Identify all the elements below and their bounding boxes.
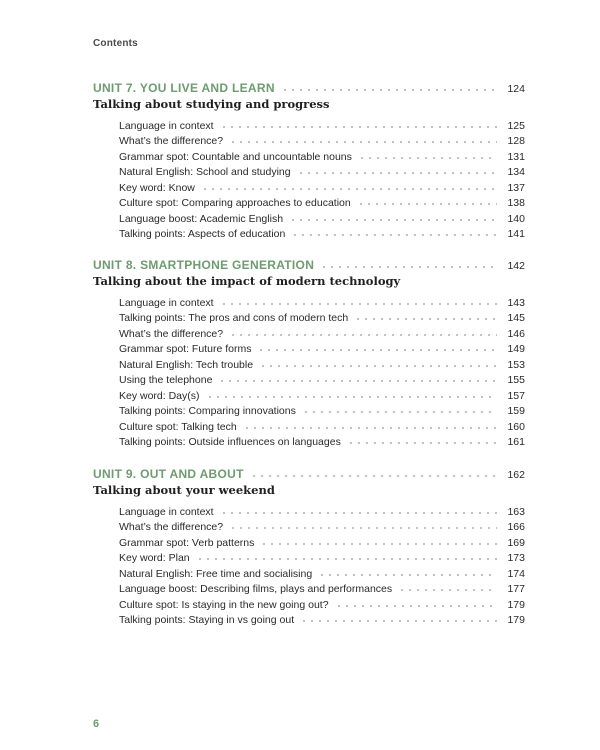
unit-page-number: 162 (507, 469, 525, 481)
entry-label: What’s the difference? (119, 521, 224, 533)
entry-label: Natural English: School and studying (119, 166, 291, 178)
entry-page: 169 (507, 536, 525, 549)
entry-page: 146 (507, 327, 525, 340)
dot-leader (300, 619, 497, 623)
dot-leader (201, 187, 497, 191)
toc-entry[interactable] (119, 293, 525, 309)
dot-leader (260, 542, 497, 546)
toc-item-list (93, 293, 525, 448)
toc-entry[interactable] (119, 163, 525, 179)
toc-entry[interactable] (119, 309, 525, 325)
entry-page: 131 (507, 150, 525, 163)
entry-page: 137 (507, 181, 525, 194)
entry-label: Natural English: Tech trouble (119, 358, 254, 371)
entry-page: 145 (507, 312, 525, 324)
page-number: 6 (93, 718, 100, 730)
entry-label: Culture spot: Is staying in the new going out? (119, 598, 329, 611)
dot-leader (218, 379, 497, 383)
toc-entry[interactable] (119, 194, 525, 210)
entry-label: What’s the difference? (119, 327, 224, 340)
dot-leader (289, 218, 497, 222)
unit-heading-row[interactable] (93, 463, 525, 481)
dot-leader (220, 511, 497, 515)
entry-page: 179 (507, 598, 525, 611)
dot-leader (302, 410, 497, 414)
toc-entry[interactable] (119, 549, 525, 565)
dot-leader (250, 474, 497, 478)
entry-page: 174 (507, 567, 525, 580)
entry-label: Key word: Know (119, 181, 195, 194)
toc-entry[interactable] (119, 402, 525, 418)
toc-entry[interactable] (119, 225, 525, 241)
unit-9-section (93, 463, 525, 626)
unit-title: UNIT 9. OUT AND ABOUT (93, 467, 244, 481)
unit-subtitle: Talking about the impact of modern technology (93, 274, 401, 288)
entry-label: Language in context (119, 296, 214, 309)
dot-leader (257, 348, 497, 352)
toc-item-list (93, 116, 525, 240)
entry-label: Language in context (119, 505, 214, 518)
unit-title: UNIT 7. YOU LIVE AND LEARN (93, 81, 275, 95)
dot-leader (229, 333, 497, 337)
entry-page: 177 (507, 583, 525, 595)
toc-entry[interactable] (119, 355, 525, 371)
dot-leader (229, 140, 497, 144)
unit-heading-row[interactable] (93, 77, 525, 95)
entry-label: Natural English: Free time and socialising (119, 567, 313, 580)
entry-label: Language boost: Academic English (119, 212, 284, 225)
entry-page: 125 (507, 119, 525, 132)
dot-leader (229, 526, 497, 530)
toc-entry[interactable] (119, 564, 525, 580)
entry-label: Key word: Plan (119, 552, 190, 564)
toc-entry[interactable] (119, 502, 525, 518)
toc-entry[interactable] (119, 132, 525, 148)
entry-page: 157 (507, 389, 525, 402)
toc-entry[interactable] (119, 371, 525, 387)
toc-entry[interactable] (119, 595, 525, 611)
running-header: Contents (93, 38, 138, 49)
dot-leader (398, 588, 497, 592)
entry-page: 166 (507, 521, 525, 533)
unit-page-number: 142 (507, 260, 525, 272)
unit-subtitle: Talking about studying and progress (93, 97, 330, 111)
entry-label: Culture spot: Talking tech (119, 420, 237, 433)
unit-title: UNIT 8. SMARTPHONE GENERATION (93, 258, 315, 272)
entry-page: 138 (507, 197, 525, 209)
toc-entry[interactable] (119, 433, 525, 449)
entry-page: 143 (507, 296, 525, 309)
dot-leader (357, 202, 497, 206)
entry-page: 128 (507, 135, 525, 147)
entry-label: What’s the difference? (119, 135, 224, 147)
dot-leader (291, 233, 497, 237)
entry-page: 155 (507, 374, 525, 386)
toc-entry[interactable] (119, 178, 525, 194)
toc-entry[interactable] (119, 116, 525, 132)
entry-page: 141 (507, 228, 525, 240)
entry-label: Language in context (119, 119, 214, 132)
unit-heading-row[interactable] (93, 254, 525, 272)
toc-item-list (93, 502, 525, 626)
entry-page: 159 (507, 405, 525, 417)
entry-page: 134 (507, 166, 525, 178)
unit-page-number: 124 (507, 83, 525, 95)
dot-leader (320, 265, 497, 269)
toc-entry[interactable] (119, 611, 525, 627)
dot-leader (220, 302, 497, 306)
entry-page: 161 (507, 436, 525, 448)
toc-entry[interactable] (119, 324, 525, 340)
toc-entry[interactable] (119, 417, 525, 433)
entry-label: Talking points: The pros and cons of modern tech (119, 312, 349, 324)
dot-leader (335, 604, 497, 608)
dot-leader (297, 171, 497, 175)
dot-leader (259, 364, 497, 368)
entry-page: 153 (507, 358, 525, 371)
entry-label: Grammar spot: Countable and uncountable nouns (119, 150, 352, 163)
entry-label: Grammar spot: Future forms (119, 343, 252, 355)
entry-label: Talking points: Aspects of education (119, 228, 286, 240)
toc-entry[interactable] (119, 209, 525, 225)
entry-page: 173 (507, 552, 525, 564)
entry-label: Using the telephone (119, 374, 213, 386)
unit-8-section (93, 254, 525, 448)
entry-page: 160 (507, 420, 525, 433)
dot-leader (281, 88, 497, 92)
entry-label: Talking points: Staying in vs going out (119, 614, 295, 626)
dot-leader (354, 317, 497, 321)
entry-page: 140 (507, 212, 525, 225)
entry-label: Key word: Day(s) (119, 389, 200, 402)
unit-7-section (93, 77, 525, 240)
entry-page: 163 (507, 505, 525, 518)
dot-leader (358, 156, 497, 160)
entry-label: Culture spot: Comparing approaches to education (119, 197, 351, 209)
entry-label: Grammar spot: Verb patterns (119, 536, 255, 549)
toc-entry[interactable] (119, 533, 525, 549)
entry-label: Talking points: Comparing innovations (119, 405, 296, 417)
toc-entry[interactable] (119, 340, 525, 356)
entry-page: 149 (507, 343, 525, 355)
entry-label: Language boost: Describing films, plays and performances (119, 583, 393, 595)
dot-leader (206, 395, 497, 399)
dot-leader (220, 125, 497, 129)
entry-label: Talking points: Outside influences on languages (119, 436, 341, 448)
dot-leader (318, 573, 497, 577)
dot-leader (196, 557, 497, 561)
toc-entry[interactable] (119, 580, 525, 596)
toc-entry[interactable] (119, 386, 525, 402)
entry-page: 179 (507, 614, 525, 626)
unit-subtitle: Talking about your weekend (93, 483, 275, 497)
dot-leader (243, 426, 497, 430)
toc-entry[interactable] (119, 147, 525, 163)
toc-entry[interactable] (119, 518, 525, 534)
dot-leader (347, 441, 497, 445)
